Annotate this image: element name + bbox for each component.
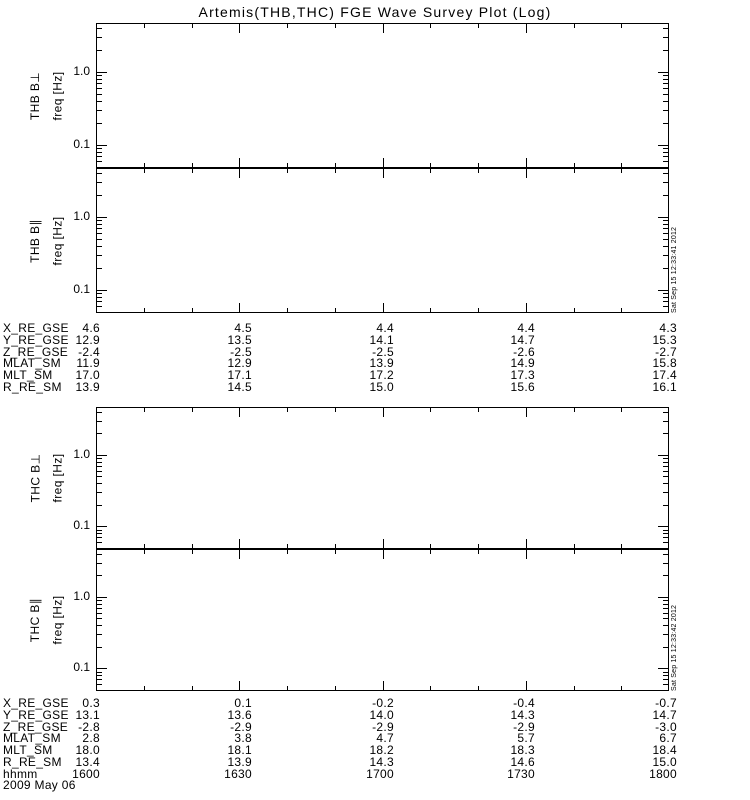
ephemeris-value: 4.6 — [82, 321, 100, 335]
ephemeris-value: -2.9 — [372, 719, 394, 734]
y-tick-label: 1.0 — [73, 63, 90, 78]
ephemeris-value: 6.7 — [659, 731, 677, 746]
axis-ticks-thb-bpar — [96, 168, 669, 313]
ephemeris-value: 18.3 — [510, 743, 535, 758]
ephemeris-value: 1700 — [366, 766, 394, 781]
row-label-r_re_sm: R_RE_SM — [3, 380, 62, 394]
row-label-z_re_gse: Z_RE_GSE — [3, 719, 69, 734]
ephemeris-value: 14.3 — [510, 707, 535, 722]
ephemeris-value: 16.1 — [652, 380, 677, 394]
freq-axis-text: freq [Hz] — [50, 216, 65, 265]
ephemeris-value: -2.7 — [655, 344, 677, 359]
ephemeris-value: 12.9 — [227, 356, 252, 371]
y-tick-label: 0.1 — [73, 518, 90, 533]
ephemeris-value: 14.9 — [510, 356, 535, 371]
freq-axis-label-thb-bpar — [48, 168, 66, 313]
panel-name-label-thb-bperp — [26, 23, 44, 168]
row-label-mlat_sm: MLAT_SM — [3, 731, 61, 746]
ephemeris-value: 17.1 — [227, 368, 252, 383]
date-label: 2009 May 06 — [3, 778, 76, 792]
ephemeris-value: 13.1 — [75, 707, 100, 722]
ephemeris-value: 18.1 — [227, 743, 252, 758]
plot-title: Artemis(THB,THC) FGE Wave Survey Plot (Log) — [198, 4, 552, 20]
ephemeris-value: 18.0 — [75, 743, 100, 758]
ephemeris-value: 4.3 — [659, 321, 677, 335]
ephemeris-value: 17.4 — [652, 368, 677, 383]
ephemeris-value: 14.1 — [369, 332, 394, 347]
row-label-z_re_gse: Z_RE_GSE — [3, 344, 69, 359]
freq-axis-label-thc-bperp — [48, 407, 66, 549]
ephemeris-value: 11.9 — [76, 356, 100, 371]
freq-axis-text: freq [Hz] — [50, 71, 65, 120]
ephemeris-value: 13.9 — [227, 755, 252, 769]
ephemeris-value: 13.6 — [227, 707, 252, 722]
row-label-x_re_gse: X_RE_GSE — [3, 696, 69, 710]
row-label-hhmm: hhmm — [3, 766, 38, 781]
ephemeris-value: 18.2 — [369, 743, 394, 758]
ephemeris-value: 15.6 — [510, 380, 535, 394]
ephemeris-value: 13.5 — [227, 332, 252, 347]
panel-name-text: THB B∥ — [28, 218, 42, 263]
ephemeris-value: 14.7 — [510, 332, 535, 347]
ephemeris-value: 18.4 — [652, 743, 677, 758]
ephemeris-value: 15.0 — [369, 380, 394, 394]
axis-ticks-thc-bpar — [96, 549, 669, 691]
ephemeris-value: 2.8 — [82, 731, 100, 746]
ephemeris-value: 1600 — [72, 766, 100, 781]
ephemeris-value: 0.3 — [82, 696, 100, 710]
y-tick-label: 0.1 — [73, 281, 90, 296]
ephemeris-value: 14.0 — [369, 707, 394, 722]
ephemeris-value: 14.6 — [510, 755, 535, 769]
ephemeris-value: -2.8 — [78, 719, 100, 734]
row-label-r_re_sm: R_RE_SM — [3, 755, 62, 769]
ephemeris-value: -0.4 — [513, 696, 535, 710]
ephemeris-value: 13.9 — [75, 380, 100, 394]
ephemeris-value: 5.7 — [517, 731, 535, 746]
panel-name-text: THB B⊥ — [28, 71, 43, 120]
row-label-y_re_gse: Y_RE_GSE — [3, 332, 69, 347]
panel-name-text: THC B∥ — [28, 597, 42, 643]
ephemeris-value: 4.7 — [376, 731, 394, 746]
ephemeris-value: 14.5 — [227, 380, 252, 394]
ephemeris-value: 13.4 — [75, 755, 100, 769]
ephemeris-value: 15.8 — [652, 356, 677, 371]
render-timestamp: Sat Sep 15 12:33:42 2012 — [671, 604, 678, 691]
panel-name-label-thc-bpar — [26, 549, 44, 691]
ephemeris-value: 13.9 — [369, 356, 394, 371]
ephemeris-value: -3.0 — [655, 719, 677, 734]
row-label-mlat_sm: MLAT_SM — [3, 356, 61, 371]
ephemeris-value: 15.3 — [652, 332, 677, 347]
panel-name-text: THC B⊥ — [28, 453, 43, 503]
ephemeris-value: 0.1 — [234, 696, 252, 710]
y-tick-label: 1.0 — [73, 588, 90, 603]
ephemeris-value: 15.0 — [652, 755, 677, 769]
ephemeris-value: 12.9 — [75, 332, 100, 347]
y-tick-label: 0.1 — [73, 136, 90, 151]
freq-axis-label-thc-bpar — [48, 549, 66, 691]
ephemeris-value: 14.7 — [652, 707, 677, 722]
ephemeris-value: -2.5 — [230, 344, 252, 359]
ephemeris-value: 1730 — [507, 766, 535, 781]
ephemeris-value: 17.3 — [510, 368, 535, 383]
ephemeris-value: -2.5 — [372, 344, 394, 359]
y-tick-label: 1.0 — [73, 446, 90, 461]
freq-axis-text: freq [Hz] — [50, 595, 65, 645]
panel-name-label-thb-bpar — [26, 168, 44, 313]
ephemeris-value: 1800 — [649, 766, 677, 781]
ephemeris-value: 4.4 — [517, 321, 535, 335]
ephemeris-value: -2.9 — [230, 719, 252, 734]
ephemeris-value: 14.3 — [369, 755, 394, 769]
row-label-y_re_gse: Y_RE_GSE — [3, 707, 69, 722]
render-timestamp: Sat Sep 15 12:33:41 2012 — [671, 226, 678, 313]
ephemeris-value: -2.6 — [513, 344, 535, 359]
y-tick-label: 0.1 — [73, 660, 90, 675]
row-label-mlt_sm: MLT_SM — [3, 368, 53, 383]
ephemeris-value: -2.9 — [513, 719, 535, 734]
row-label-x_re_gse: X_RE_GSE — [3, 321, 69, 335]
y-tick-label: 1.0 — [73, 208, 90, 223]
ephemeris-value: -0.7 — [655, 696, 677, 710]
row-label-mlt_sm: MLT_SM — [3, 743, 53, 758]
freq-axis-label-thb-bperp — [48, 23, 66, 168]
ephemeris-value: 3.8 — [234, 731, 252, 746]
ephemeris-value: -2.4 — [78, 344, 100, 359]
ephemeris-value: 1630 — [224, 766, 252, 781]
axis-ticks-thb-bperp — [96, 23, 669, 168]
ephemeris-value: 4.5 — [234, 321, 252, 335]
ephemeris-value: 17.0 — [75, 368, 100, 383]
ephemeris-value: 17.2 — [369, 368, 394, 383]
ephemeris-value: -0.2 — [372, 696, 394, 710]
axis-ticks-thc-bperp — [96, 407, 669, 549]
freq-axis-text: freq [Hz] — [50, 453, 65, 503]
ephemeris-value: 4.4 — [376, 321, 394, 335]
panel-name-label-thc-bperp — [26, 407, 44, 549]
